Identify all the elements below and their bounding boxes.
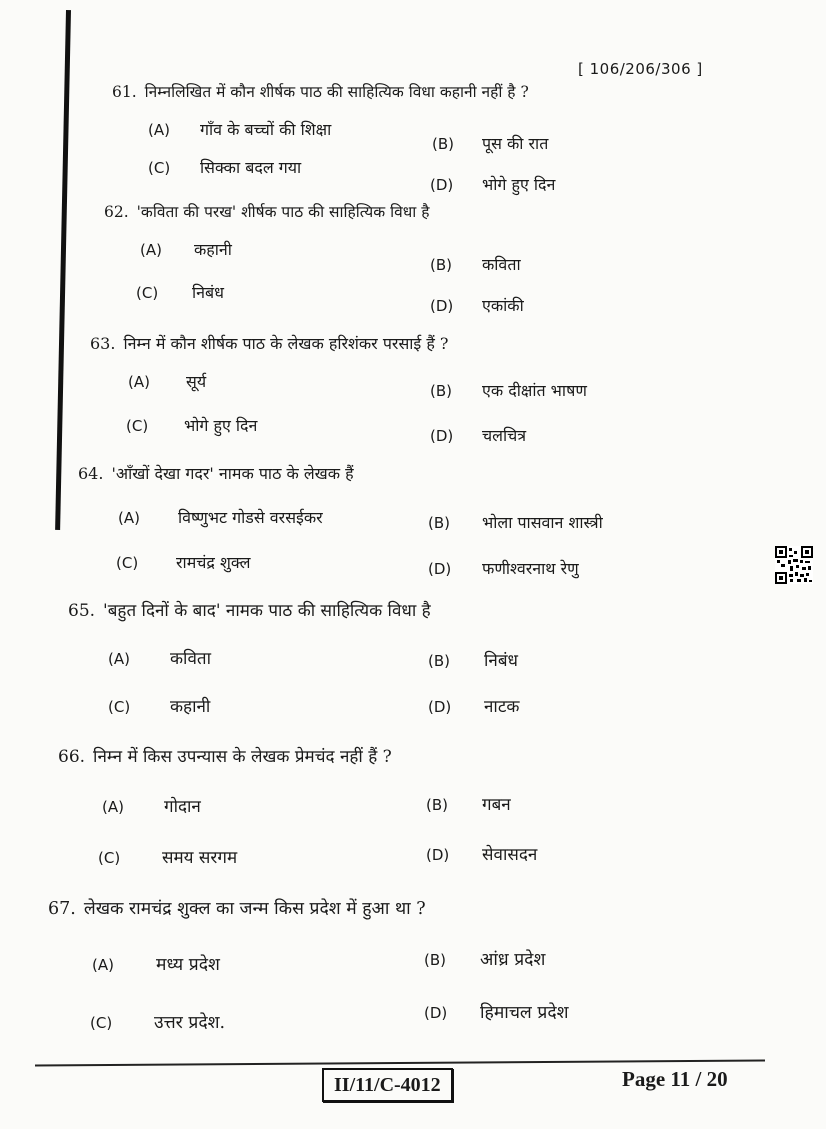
paper-code: [ 106/206/306 ]	[578, 60, 703, 78]
option-62-d	[430, 294, 524, 316]
question-64	[78, 462, 354, 484]
option-65-b	[428, 648, 518, 671]
question-number: 67.	[48, 899, 76, 919]
option-label: (C)	[108, 698, 131, 716]
option-65-d	[428, 694, 519, 717]
option-label: (D)	[430, 297, 454, 315]
option-text: गोदान	[164, 797, 201, 817]
option-61-c	[148, 156, 301, 178]
question-text: 'कविता की परख' शीर्षक पाठ की साहित्यिक विधा है	[136, 203, 430, 221]
option-label: (D)	[428, 560, 452, 578]
option-text: भोला पासवान शास्त्री	[482, 513, 603, 532]
option-62-b	[430, 253, 521, 275]
option-label: (A)	[102, 798, 124, 816]
page-number: Page 11 / 20	[622, 1067, 728, 1091]
option-61-a	[148, 118, 331, 140]
option-text: कविता	[482, 255, 521, 274]
question-number: 66.	[58, 747, 86, 767]
question-text: 'बहुत दिनों के बाद' नामक पाठ की साहित्यिक विधा है	[103, 601, 431, 621]
option-text: नाटक	[484, 697, 520, 717]
option-66-b	[426, 792, 511, 815]
option-label: (C)	[126, 417, 149, 435]
option-label: (B)	[428, 514, 450, 532]
option-text: उत्तर प्रदेश.	[154, 1013, 226, 1033]
option-label: (B)	[430, 382, 452, 400]
option-label: (A)	[148, 121, 170, 139]
option-63-a	[128, 370, 206, 392]
option-label: (B)	[432, 135, 454, 153]
option-text: सूर्य	[186, 372, 207, 391]
option-label: (B)	[426, 796, 448, 814]
option-label: (D)	[430, 176, 454, 194]
option-67-d	[424, 1000, 569, 1024]
option-label: (D)	[424, 1004, 448, 1022]
option-label: (B)	[424, 951, 446, 969]
question-text: निम्नलिखित में कौन शीर्षक पाठ की साहित्यिक विधा कहानी नहीं है ?	[144, 83, 529, 101]
option-label: (B)	[428, 652, 450, 670]
question-number: 61.	[112, 83, 137, 101]
option-label: (B)	[430, 256, 452, 274]
question-number: 63.	[90, 334, 116, 353]
option-67-b	[424, 947, 545, 971]
question-text: निम्न में किस उपन्यास के लेखक प्रेमचंद नहीं हैं ?	[93, 747, 392, 767]
option-63-d	[430, 424, 526, 446]
option-66-a	[102, 794, 201, 817]
option-text: एकांकी	[482, 296, 524, 315]
option-text: कहानी	[170, 697, 211, 717]
question-text: निम्न में कौन शीर्षक पाठ के लेखक हरिशंकर परसाई हैं ?	[123, 334, 449, 353]
option-text: पूस की रात	[482, 134, 549, 153]
binding-line	[55, 10, 71, 530]
option-text: हिमाचल प्रदेश	[480, 1003, 569, 1023]
question-text: लेखक रामचंद्र शुक्ल का जन्म किस प्रदेश में हुआ था ?	[83, 899, 426, 919]
option-text: आंध्र प्रदेश	[480, 950, 546, 970]
question-number: 64.	[78, 464, 104, 483]
question-number: 65.	[68, 601, 96, 621]
option-text: निबंध	[192, 283, 225, 302]
option-62-c	[136, 281, 224, 303]
option-text: कहानी	[194, 240, 232, 259]
option-label: (C)	[148, 159, 171, 177]
option-62-a	[140, 238, 232, 260]
option-label: (D)	[428, 698, 452, 716]
option-61-b	[432, 132, 548, 154]
footer-divider	[35, 1059, 765, 1066]
option-67-a	[92, 952, 220, 976]
option-61-d	[430, 173, 555, 195]
option-64-a	[118, 506, 323, 528]
option-label: (A)	[140, 241, 162, 259]
option-63-b	[430, 379, 587, 401]
option-64-c	[116, 551, 250, 573]
question-62	[104, 200, 429, 222]
option-label: (D)	[426, 846, 450, 864]
option-label: (A)	[118, 509, 140, 527]
booklet-code: II/11/C-4012	[322, 1068, 453, 1102]
question-text: 'आँखों देखा गदर' नामक पाठ के लेखक हैं	[111, 464, 354, 483]
option-text: एक दीक्षांत भाषण	[482, 381, 587, 400]
question-63	[90, 332, 449, 354]
option-66-c	[98, 845, 237, 868]
option-text: सिक्का बदल गया	[200, 158, 302, 177]
option-text: गाँव के बच्चों की शिक्षा	[200, 120, 332, 139]
option-66-d	[426, 842, 537, 865]
option-label: (D)	[430, 427, 454, 445]
option-text: भोगे हुए दिन	[482, 175, 556, 194]
option-label: (A)	[108, 650, 130, 668]
option-text: चलचित्र	[482, 426, 527, 445]
option-64-d	[428, 557, 579, 579]
question-61	[112, 80, 529, 102]
option-text: कविता	[170, 649, 212, 669]
question-66	[58, 744, 392, 767]
qr-code-icon	[775, 546, 813, 584]
option-label: (C)	[136, 284, 159, 302]
option-label: (C)	[116, 554, 139, 572]
option-63-c	[126, 414, 257, 436]
question-67	[48, 896, 426, 920]
option-text: मध्य प्रदेश	[156, 955, 220, 975]
option-label: (C)	[90, 1014, 113, 1032]
option-text: भोगे हुए दिन	[184, 416, 258, 435]
option-65-c	[108, 694, 210, 717]
option-text: रामचंद्र शुक्ल	[176, 553, 251, 572]
option-65-a	[108, 646, 211, 669]
question-65	[68, 598, 431, 621]
option-label: (A)	[92, 956, 114, 974]
option-text: विष्णुभट गोडसे वरसईकर	[178, 508, 323, 527]
question-number: 62.	[104, 203, 129, 221]
option-text: गबन	[482, 795, 511, 815]
option-text: निबंध	[484, 651, 518, 671]
option-text: फणीश्वरनाथ रेणु	[482, 559, 579, 578]
option-67-c	[90, 1010, 225, 1034]
option-label: (A)	[128, 373, 150, 391]
option-64-b	[428, 511, 603, 533]
option-text: समय सरगम	[162, 848, 238, 868]
option-text: सेवासदन	[482, 845, 538, 865]
option-label: (C)	[98, 849, 121, 867]
